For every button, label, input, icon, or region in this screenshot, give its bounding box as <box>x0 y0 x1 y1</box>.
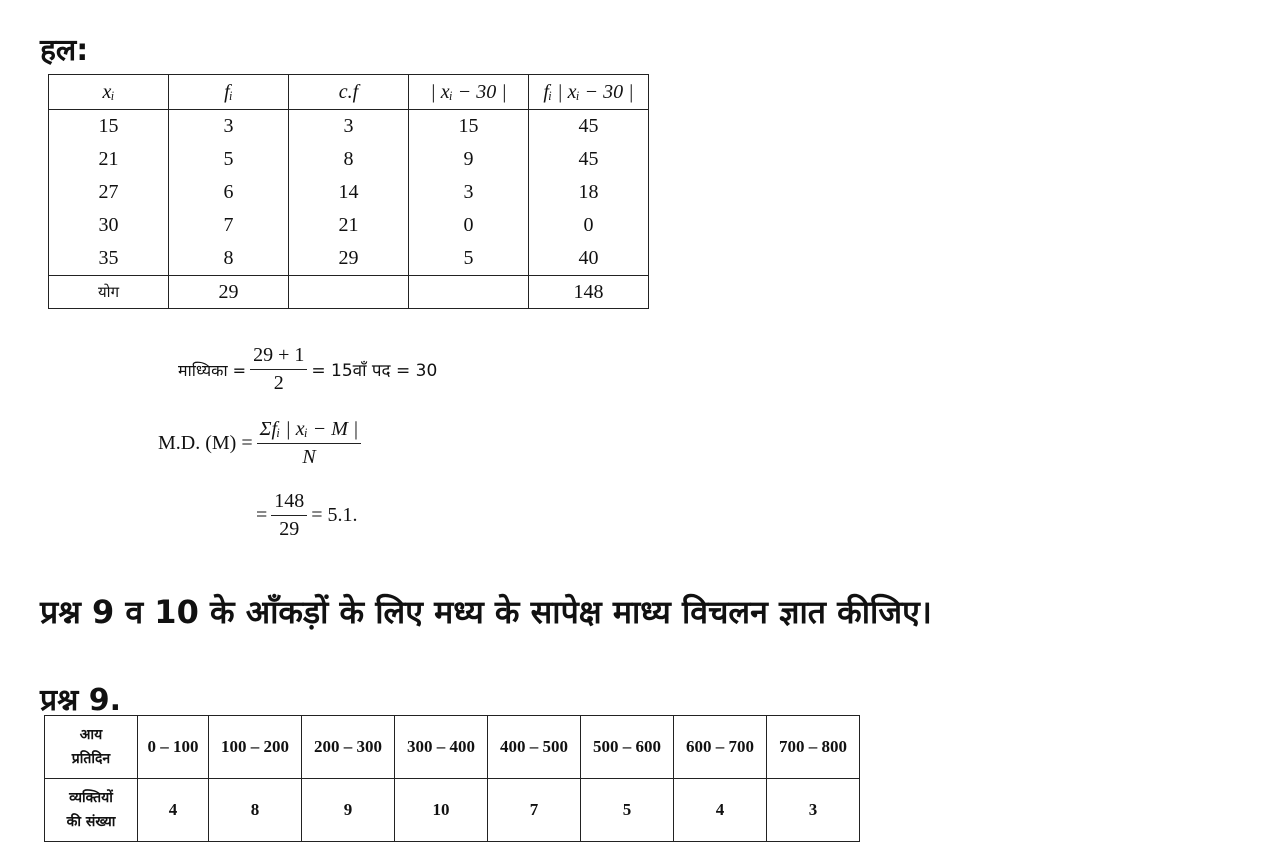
table-row <box>49 209 649 242</box>
table-cell: 15 <box>49 110 169 144</box>
class-interval: 300 – 400 <box>395 716 488 779</box>
table-cell: 45 <box>529 143 649 176</box>
table-cell: 40 <box>529 242 649 276</box>
table-cell: 15 <box>409 110 529 144</box>
total-fi: 29 <box>169 276 289 309</box>
frequency-cell: 8 <box>209 779 302 842</box>
table-cell: 3 <box>289 110 409 144</box>
solution-heading: हल: <box>40 33 89 68</box>
table-row <box>49 242 649 276</box>
q9-data-table <box>44 715 860 842</box>
frequency-cell: 7 <box>488 779 581 842</box>
table-cell: 21 <box>49 143 169 176</box>
income-row <box>45 716 860 779</box>
table-cell: 7 <box>169 209 289 242</box>
table-cell: 18 <box>529 176 649 209</box>
md-result-fraction <box>271 490 307 541</box>
total-cf <box>289 276 409 309</box>
table-cell: 21 <box>289 209 409 242</box>
table-row <box>49 143 649 176</box>
table-cell: 6 <box>169 176 289 209</box>
mean-deviation-formula <box>158 418 365 469</box>
table-cell: 45 <box>529 110 649 144</box>
table-row <box>49 110 649 144</box>
mean-deviation-result <box>256 490 358 541</box>
solution-table <box>48 74 649 309</box>
median-denominator: 2 <box>273 372 284 394</box>
class-interval: 500 – 600 <box>581 716 674 779</box>
frequency-cell: 4 <box>138 779 209 842</box>
total-abs-dev <box>409 276 529 309</box>
frequency-cell: 4 <box>674 779 767 842</box>
table-cell: 3 <box>169 110 289 144</box>
table-cell: 29 <box>289 242 409 276</box>
table-cell: 0 <box>409 209 529 242</box>
table-cell: 0 <box>529 209 649 242</box>
table-cell: 9 <box>409 143 529 176</box>
frequency-cell: 5 <box>581 779 674 842</box>
persons-row <box>45 779 860 842</box>
persons-label-line2: की संख्या <box>66 814 116 830</box>
header-xi: xᵢ <box>49 75 169 110</box>
md-result-eq: = <box>256 504 268 526</box>
median-fraction <box>250 344 307 395</box>
question-9-label: प्रश्न 9. <box>40 683 121 718</box>
table-cell: 8 <box>169 242 289 276</box>
class-interval: 600 – 700 <box>674 716 767 779</box>
total-label: योग <box>49 276 169 309</box>
header-fi-abs-dev: fᵢ | xᵢ − 30 | <box>529 75 649 110</box>
table-cell: 3 <box>409 176 529 209</box>
class-interval: 0 – 100 <box>138 716 209 779</box>
frequency-cell: 3 <box>767 779 860 842</box>
median-numerator: 29 + 1 <box>250 344 307 370</box>
class-interval: 100 – 200 <box>209 716 302 779</box>
header-abs-dev: | xᵢ − 30 | <box>409 75 529 110</box>
income-label-line2: प्रतिदिन <box>71 751 111 767</box>
md-fraction <box>257 418 362 469</box>
table-total-row <box>49 276 649 309</box>
table-cell: 35 <box>49 242 169 276</box>
income-label-line1: आय <box>79 727 103 743</box>
class-interval: 700 – 800 <box>767 716 860 779</box>
header-cf: c.f <box>289 75 409 110</box>
table-cell: 27 <box>49 176 169 209</box>
total-fi-abs-dev: 148 <box>529 276 649 309</box>
frequency-cell: 9 <box>302 779 395 842</box>
md-result-numerator: 148 <box>271 490 307 516</box>
class-interval: 400 – 500 <box>488 716 581 779</box>
table-row <box>49 176 649 209</box>
md-result-value: = 5.1. <box>311 504 358 526</box>
table-cell: 30 <box>49 209 169 242</box>
frequency-cell: 10 <box>395 779 488 842</box>
table-header-row <box>49 75 649 110</box>
md-result-denominator: 29 <box>279 518 300 540</box>
table-cell: 5 <box>409 242 529 276</box>
md-label: M.D. (M) = <box>158 432 253 454</box>
median-label: माध्यिका = <box>178 360 247 380</box>
persons-label <box>45 779 138 842</box>
table-cell: 5 <box>169 143 289 176</box>
md-numerator: Σfᵢ | xᵢ − M | <box>257 418 362 444</box>
median-equation <box>178 344 437 395</box>
income-label <box>45 716 138 779</box>
header-fi: fᵢ <box>169 75 289 110</box>
table-cell: 14 <box>289 176 409 209</box>
persons-label-line1: व्यक्तियों <box>69 790 113 806</box>
median-result: = 15वाँ पद = 30 <box>311 361 438 381</box>
md-denominator: N <box>302 446 316 468</box>
question-instruction: प्रश्न 9 व 10 के आँकड़ों के लिए मध्य के सापेक्ष माध्य विचलन ज्ञात कीजिए। <box>40 593 932 631</box>
table-cell: 8 <box>289 143 409 176</box>
class-interval: 200 – 300 <box>302 716 395 779</box>
